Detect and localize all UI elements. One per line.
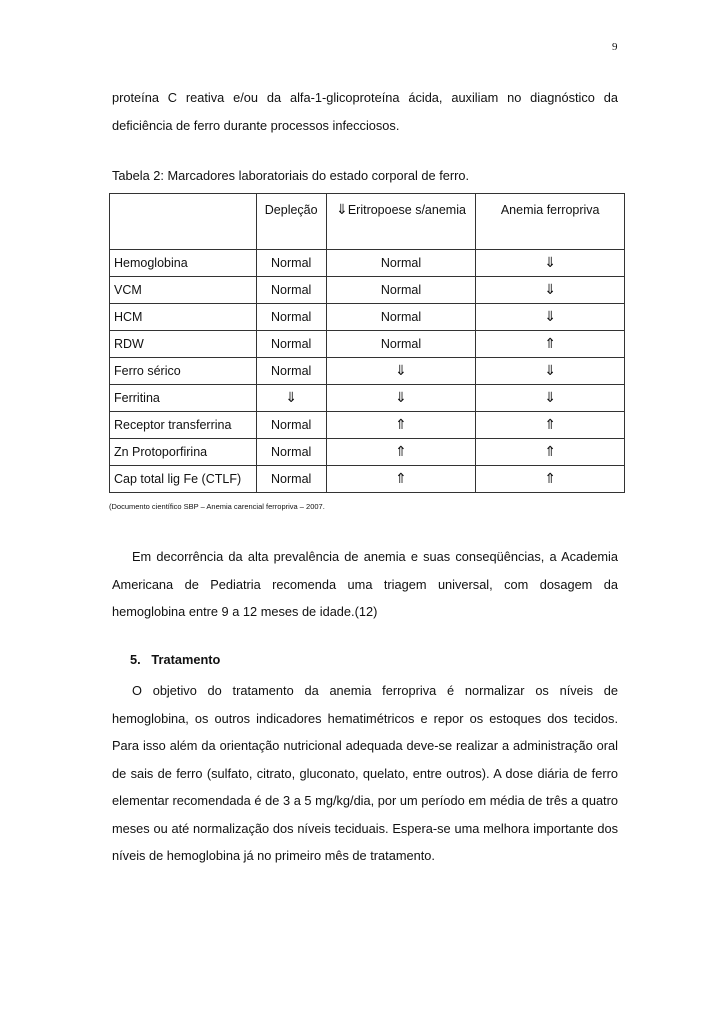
- row-label: Ferro sérico: [110, 358, 257, 385]
- row-label: Ferritina: [110, 385, 257, 412]
- row-label: Cap total lig Fe (CTLF): [110, 466, 257, 493]
- table-row: [110, 304, 625, 331]
- paragraph-tratamento: [112, 677, 618, 870]
- row-label: VCM: [110, 277, 257, 304]
- down-arrow-icon: ⇓: [476, 385, 625, 412]
- table-source-note: (Documento científico SBP – Anemia carencial ferropriva – 2007.: [109, 502, 325, 511]
- paragraph-tratamento-text: O objetivo do tratamento da anemia ferropriva é normalizar os níveis de hemoglobina, os outros indicadores hematimétricos e repor os estoques dos tecidos. Para isso além da orientação nutricional adequada deve-se realizar a administração oral de sais de ferro (sulfato, citrato, gluconato, quelato, entre outros). A dose diária de ferro elementar recomendada é de 3 a 5 mg/kg/dia, por um período em média de três a quatro meses ou até normalização dos níveis teciduais. Espera-se uma melhora importante dos níveis de hemoglobina já no primeiro mês de tratamento.: [112, 683, 618, 863]
- up-arrow-icon: ⇑: [476, 331, 625, 358]
- table-row: [110, 412, 625, 439]
- table-cell: Normal: [256, 439, 326, 466]
- paragraph-academia: [112, 543, 618, 626]
- table-cell: Normal: [256, 277, 326, 304]
- table-row: [110, 250, 625, 277]
- row-label: RDW: [110, 331, 257, 358]
- up-arrow-icon: ⇑: [326, 412, 476, 439]
- table-cell: Normal: [256, 358, 326, 385]
- row-label: HCM: [110, 304, 257, 331]
- row-label: Hemoglobina: [110, 250, 257, 277]
- down-arrow-icon: ⇓: [256, 385, 326, 412]
- up-arrow-icon: ⇑: [476, 466, 625, 493]
- table-row: [110, 358, 625, 385]
- paragraph-academia-text: Em decorrência da alta prevalência de anemia e suas conseqüências, a Academia Americana de Pediatria recomenda uma triagem universal, com dosagem da hemoglobina entre 9 a 12 meses de idade.(12): [112, 549, 618, 619]
- down-arrow-icon: ⇓: [326, 385, 476, 412]
- table-cell: Normal: [256, 304, 326, 331]
- table-caption: Tabela 2: Marcadores laboratoriais do estado corporal de ferro.: [112, 168, 470, 183]
- table-cell: Normal: [326, 277, 476, 304]
- down-arrow-icon: ⇓: [476, 358, 625, 385]
- table-row: [110, 385, 625, 412]
- table-body: [110, 250, 625, 493]
- table-cell: Normal: [256, 331, 326, 358]
- header-eritropoese: [326, 194, 476, 250]
- table-row: [110, 277, 625, 304]
- up-arrow-icon: ⇑: [476, 439, 625, 466]
- intro-paragraph: proteína C reativa e/ou da alfa-1-glicoproteína ácida, auxiliam no diagnóstico da deficiência de ferro durante processos infecciosos.: [112, 90, 618, 133]
- down-arrow-icon: ⇓: [476, 277, 625, 304]
- down-arrow-icon: ⇓: [326, 358, 476, 385]
- table-row: [110, 331, 625, 358]
- table-header-row: [110, 194, 625, 250]
- section-heading: [130, 652, 220, 667]
- up-arrow-icon: ⇑: [326, 466, 476, 493]
- table-row: [110, 466, 625, 493]
- table-cell: Normal: [326, 304, 476, 331]
- down-arrow-icon: ⇓: [336, 202, 348, 218]
- row-label: Zn Protoporfirina: [110, 439, 257, 466]
- down-arrow-icon: ⇓: [476, 250, 625, 277]
- section-number: 5.: [130, 652, 141, 667]
- section-title: Tratamento: [151, 652, 221, 667]
- table-cell: Normal: [326, 250, 476, 277]
- header-anemia-ferropriva: Anemia ferropriva: [476, 194, 625, 250]
- up-arrow-icon: ⇑: [326, 439, 476, 466]
- table-row: [110, 439, 625, 466]
- row-label: Receptor transferrina: [110, 412, 257, 439]
- table-cell: Normal: [256, 412, 326, 439]
- up-arrow-icon: ⇑: [476, 412, 625, 439]
- down-arrow-icon: ⇓: [476, 304, 625, 331]
- page-number: 9: [612, 41, 618, 53]
- header-empty: [110, 194, 257, 250]
- header-deplecao: Depleção: [256, 194, 326, 250]
- table-cell: Normal: [256, 466, 326, 493]
- table-cell: Normal: [326, 331, 476, 358]
- header-eritropoese-label: Eritropoese s/anemia: [347, 203, 466, 217]
- table-cell: Normal: [256, 250, 326, 277]
- iron-markers-table: [109, 193, 625, 493]
